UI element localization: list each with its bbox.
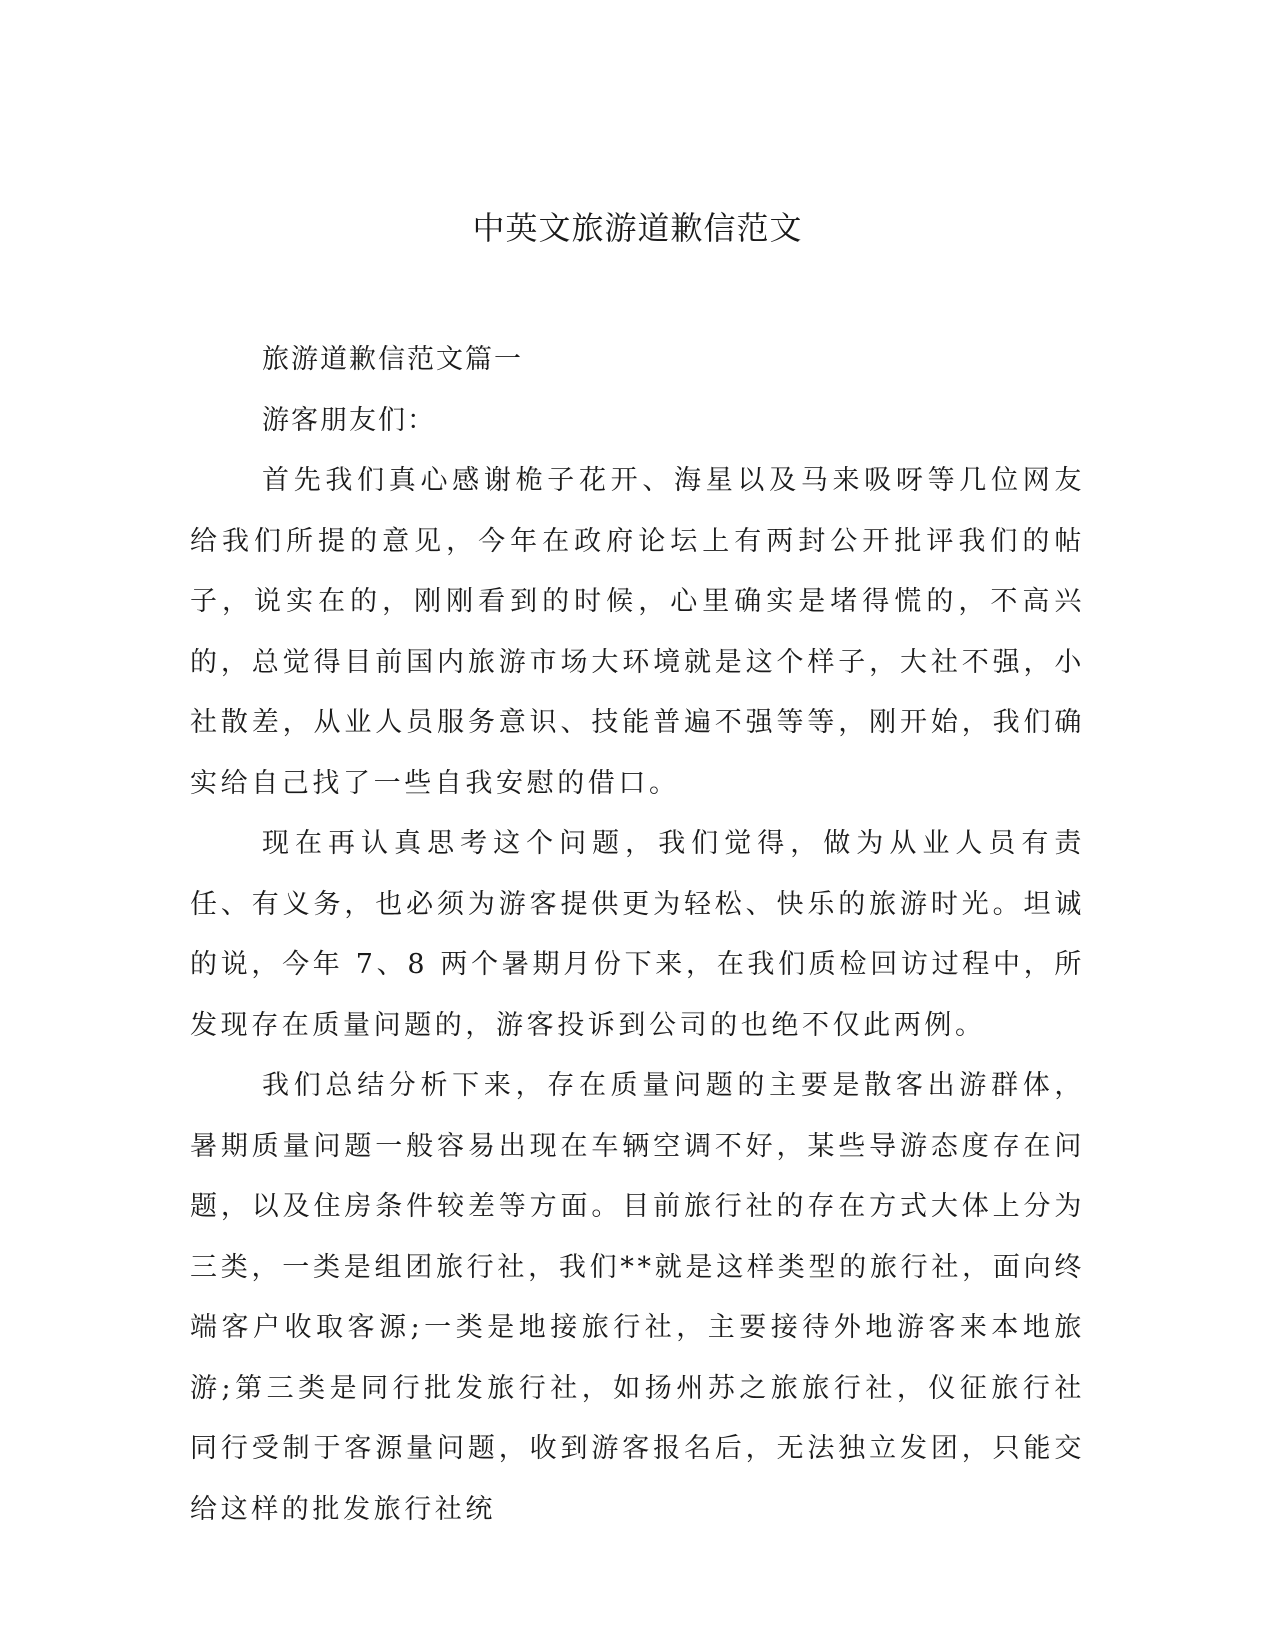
document-body [190, 330, 1085, 1540]
paragraph-3: 我们总结分析下来，存在质量问题的主要是散客出游群体，暑期质量问题一般容易出现在车辆空调不好，某些导游态度存在问题，以及住房条件较差等方面。目前旅行社的存在方式大体上分为三类，一类是组团旅行社，我们**就是这样类型的旅行社，面向终端客户收取客源;一类是地接旅行社，主要接待外地游客来本地旅游;第三类是同行批发旅行社，如扬州苏之旅旅行社，仪征旅行社同行受制于客源量问题，收到游客报名后，无法独立发团，只能交给这样的批发旅行社统 [190, 1070, 1085, 1525]
section-heading: 旅游道歉信范文篇一 [262, 344, 523, 375]
paragraph-1: 首先我们真心感谢桅子花开、海星以及马来吸呀等几位网友给我们所提的意见，今年在政府论坛上有两封公开批评我们的帖子，说实在的，刚刚看到的时候，心里确实是堵得慌的，不高兴的，总觉得目前国内旅游市场大环境就是这个样子，大社不强，小社散差，从业人员服务意识、技能普遍不强等等，刚开始，我们确实给自己找了一些自我安慰的借口。 [190, 465, 1085, 799]
document-title: 中英文旅游道歉信范文 [472, 209, 803, 247]
salutation: 游客朋友们： [262, 404, 436, 436]
paragraph-2: 现在再认真思考这个问题，我们觉得，做为从业人员有责任、有义务，也必须为游客提供更为轻松、快乐的旅游时光。坦诚的说，今年 7、8 两个暑期月份下来，在我们质检回访过程中，所发现存在质量问题的，游客投诉到公司的也绝不仅此两例。 [190, 828, 1085, 1041]
